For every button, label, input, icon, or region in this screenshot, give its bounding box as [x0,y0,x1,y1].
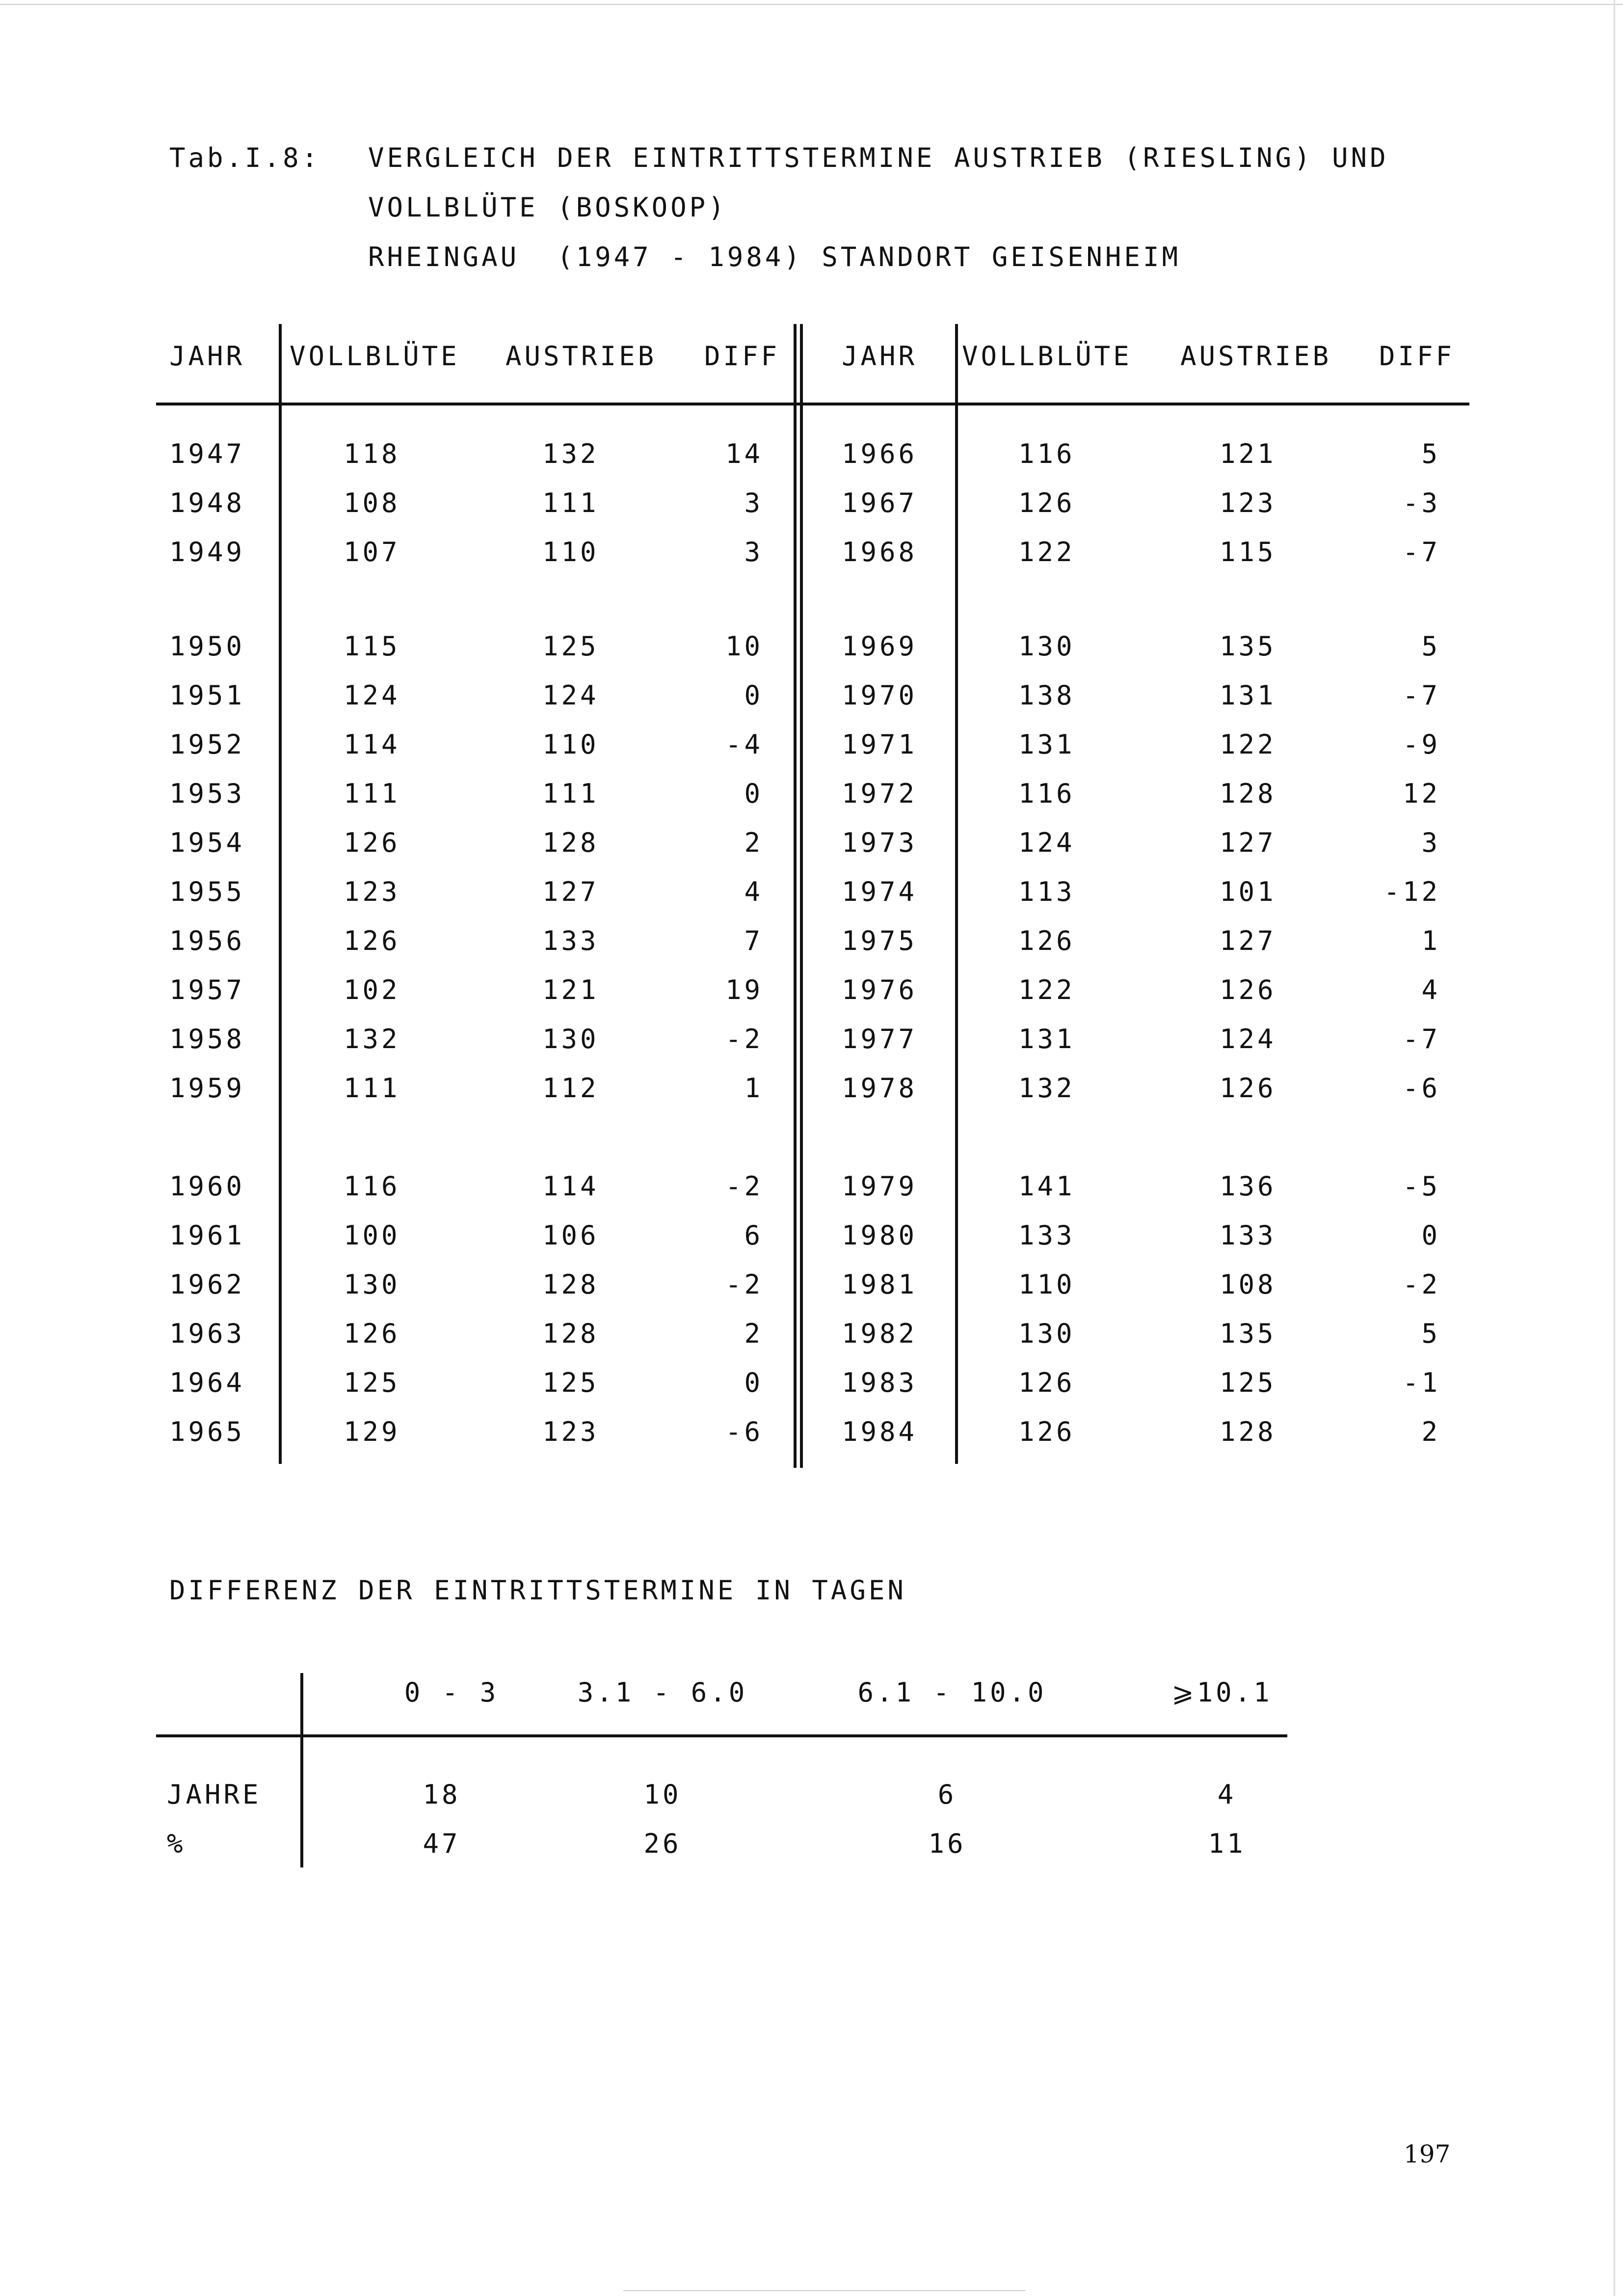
summary-header-rule [156,1734,1287,1737]
cell-austrieb: 111 [542,487,599,518]
cell-diff: 5 [1421,1318,1440,1349]
cell-vollbluete: 124 [344,680,400,711]
cell-jahr: 1954 [169,827,245,858]
cell-austrieb: 121 [1220,438,1277,469]
cell-diff: 4 [1421,974,1440,1005]
cell-diff: -6 [1402,1073,1440,1104]
cell-austrieb: 124 [1220,1024,1277,1054]
cell-austrieb: 135 [1220,1318,1277,1349]
cell-jahr: 1966 [842,438,918,469]
summary-header-range-4: ⩾10.1 [1171,1677,1273,1708]
cell-vollbluete: 126 [1018,487,1075,518]
cell-jahr: 1984 [842,1416,918,1447]
cell-diff: -7 [1402,1024,1440,1054]
cell-diff: -4 [725,729,763,760]
cell-jahr: 1978 [842,1073,918,1104]
cell-vollbluete: 130 [1018,1318,1075,1349]
cell-jahr: 1964 [169,1367,245,1398]
cell-jahr: 1960 [169,1171,245,1202]
cell-jahr: 1970 [842,680,918,711]
cell-austrieb: 135 [1220,631,1277,662]
cell-diff: 10 [725,631,763,662]
summary-cell: 18 [423,1779,461,1810]
cell-vollbluete: 133 [1018,1220,1075,1251]
cell-diff: -5 [1402,1171,1440,1202]
cell-vollbluete: 125 [344,1367,400,1398]
caption-line-1: VERGLEICH DER EINTRITTSTERMINE AUSTRIEB (RIESLING) UND [368,142,1389,173]
column-divider-left-jahr [279,324,282,1464]
cell-vollbluete: 111 [344,778,400,809]
cell-vollbluete: 111 [344,1073,400,1104]
cell-jahr: 1949 [169,537,245,567]
cell-jahr: 1967 [842,487,918,518]
cell-austrieb: 127 [1220,827,1277,858]
cell-diff: 7 [744,925,763,956]
header-diff-right: DIFF [1379,341,1455,372]
cell-diff: 5 [1421,438,1440,469]
summary-title: DIFFERENZ DER EINTRITTSTERMINE IN TAGEN [169,1575,906,1606]
cell-vollbluete: 126 [1018,1367,1075,1398]
cell-diff: -7 [1402,680,1440,711]
cell-diff: 0 [744,680,763,711]
scan-edge-top [0,4,1623,5]
cell-vollbluete: 126 [1018,925,1075,956]
summary-label-divider [300,1673,303,1867]
header-vollbluete-left: VOLLBLÜTE [290,341,460,372]
double-divider-a [794,324,797,1468]
header-austrieb-right: AUSTRIEB [1180,341,1332,372]
cell-austrieb: 126 [1220,1073,1277,1104]
cell-diff: 0 [744,778,763,809]
cell-diff: 14 [725,438,763,469]
cell-jahr: 1976 [842,974,918,1005]
summary-cell: 16 [928,1828,966,1859]
cell-austrieb: 122 [1220,729,1277,760]
cell-austrieb: 111 [542,778,599,809]
cell-austrieb: 124 [542,680,599,711]
header-vollbluete-right: VOLLBLÜTE [962,341,1132,372]
cell-austrieb: 110 [542,729,599,760]
cell-vollbluete: 124 [1018,827,1075,858]
cell-austrieb: 128 [1220,1416,1277,1447]
cell-austrieb: 126 [1220,974,1277,1005]
cell-vollbluete: 141 [1018,1171,1075,1202]
cell-austrieb: 121 [542,974,599,1005]
cell-austrieb: 128 [542,827,599,858]
cell-austrieb: 127 [1220,925,1277,956]
page-number: 197 [1404,2140,1451,2168]
cell-vollbluete: 100 [344,1220,400,1251]
cell-vollbluete: 115 [344,631,400,662]
cell-austrieb: 115 [1220,537,1277,567]
summary-cell: 6 [937,1779,957,1810]
cell-austrieb: 136 [1220,1171,1277,1202]
cell-austrieb: 101 [1220,876,1277,907]
cell-vollbluete: 132 [344,1024,400,1054]
summary-cell: 10 [643,1779,682,1810]
summary-cell: 11 [1208,1828,1246,1859]
cell-jahr: 1981 [842,1269,918,1300]
caption-line-2: VOLLBLÜTE (BOSKOOP) [368,192,727,223]
cell-austrieb: 132 [542,438,599,469]
cell-jahr: 1956 [169,925,245,956]
cell-jahr: 1975 [842,925,918,956]
cell-austrieb: 128 [542,1318,599,1349]
cell-jahr: 1948 [169,487,245,518]
cell-vollbluete: 116 [1018,778,1075,809]
cell-jahr: 1982 [842,1318,918,1349]
cell-diff: 0 [1421,1220,1440,1251]
cell-jahr: 1957 [169,974,245,1005]
cell-diff: -6 [725,1416,763,1447]
cell-jahr: 1974 [842,876,918,907]
table-label: Tab.I.8: [169,142,321,173]
cell-vollbluete: 131 [1018,1024,1075,1054]
cell-jahr: 1951 [169,680,245,711]
cell-jahr: 1965 [169,1416,245,1447]
cell-vollbluete: 130 [1018,631,1075,662]
cell-diff: 19 [725,974,763,1005]
cell-vollbluete: 118 [344,438,400,469]
cell-jahr: 1980 [842,1220,918,1251]
cell-austrieb: 133 [542,925,599,956]
scan-edge-bottom [623,2290,1026,2291]
cell-vollbluete: 123 [344,876,400,907]
cell-vollbluete: 113 [1018,876,1075,907]
cell-vollbluete: 114 [344,729,400,760]
header-jahr-left: JAHR [169,341,245,372]
cell-vollbluete: 126 [344,827,400,858]
summary-row-label-percent: % [167,1828,186,1859]
cell-vollbluete: 102 [344,974,400,1005]
cell-vollbluete: 126 [344,1318,400,1349]
cell-austrieb: 106 [542,1220,599,1251]
cell-diff: 2 [744,827,763,858]
summary-header-range-2: 3.1 - 6.0 [577,1677,748,1708]
cell-vollbluete: 108 [344,487,400,518]
cell-austrieb: 114 [542,1171,599,1202]
cell-diff: -2 [1402,1269,1440,1300]
summary-header-range-3: 6.1 - 10.0 [857,1677,1047,1708]
cell-vollbluete: 132 [1018,1073,1075,1104]
cell-diff: 2 [744,1318,763,1349]
cell-jahr: 1983 [842,1367,918,1398]
cell-diff: -3 [1402,487,1440,518]
header-jahr-right: JAHR [842,341,918,372]
cell-diff: -9 [1402,729,1440,760]
cell-austrieb: 131 [1220,680,1277,711]
cell-austrieb: 130 [542,1024,599,1054]
cell-austrieb: 127 [542,876,599,907]
cell-diff: 3 [1421,827,1440,858]
cell-jahr: 1963 [169,1318,245,1349]
cell-austrieb: 128 [542,1269,599,1300]
cell-diff: -2 [725,1269,763,1300]
cell-diff: 6 [744,1220,763,1251]
cell-vollbluete: 110 [1018,1269,1075,1300]
cell-diff: -12 [1384,876,1440,907]
cell-jahr: 1955 [169,876,245,907]
cell-vollbluete: 116 [1018,438,1075,469]
cell-austrieb: 125 [542,1367,599,1398]
header-rule [156,403,1469,405]
cell-jahr: 1979 [842,1171,918,1202]
cell-austrieb: 125 [1220,1367,1277,1398]
cell-diff: 3 [744,487,763,518]
cell-vollbluete: 122 [1018,537,1075,567]
cell-vollbluete: 116 [344,1171,400,1202]
cell-diff: 1 [1421,925,1440,956]
cell-austrieb: 133 [1220,1220,1277,1251]
cell-diff: 5 [1421,631,1440,662]
cell-vollbluete: 138 [1018,680,1075,711]
summary-row-label-jahre: JAHRE [167,1779,262,1810]
cell-jahr: 1953 [169,778,245,809]
cell-jahr: 1950 [169,631,245,662]
scan-edge-right [1614,0,1615,2296]
cell-austrieb: 128 [1220,778,1277,809]
cell-diff: 1 [744,1073,763,1104]
cell-diff: 3 [744,537,763,567]
cell-jahr: 1972 [842,778,918,809]
cell-jahr: 1961 [169,1220,245,1251]
cell-jahr: 1973 [842,827,918,858]
cell-austrieb: 123 [1220,487,1277,518]
cell-diff: 2 [1421,1416,1440,1447]
header-diff-left: DIFF [704,341,780,372]
cell-jahr: 1968 [842,537,918,567]
cell-jahr: 1958 [169,1024,245,1054]
summary-header-range-1: 0 - 3 [404,1677,499,1708]
cell-diff: -1 [1402,1367,1440,1398]
cell-diff: -2 [725,1024,763,1054]
cell-vollbluete: 131 [1018,729,1075,760]
cell-vollbluete: 126 [1018,1416,1075,1447]
cell-austrieb: 112 [542,1073,599,1104]
cell-jahr: 1962 [169,1269,245,1300]
cell-diff: -7 [1402,537,1440,567]
cell-diff: -2 [725,1171,763,1202]
cell-austrieb: 108 [1220,1269,1277,1300]
cell-diff: 12 [1402,778,1440,809]
double-divider-b [800,324,803,1468]
summary-cell: 47 [423,1828,461,1859]
cell-vollbluete: 107 [344,537,400,567]
cell-jahr: 1959 [169,1073,245,1104]
cell-vollbluete: 126 [344,925,400,956]
column-divider-right-jahr [955,324,958,1464]
cell-jahr: 1952 [169,729,245,760]
cell-vollbluete: 130 [344,1269,400,1300]
cell-jahr: 1947 [169,438,245,469]
cell-diff: 4 [744,876,763,907]
summary-cell: 4 [1217,1779,1237,1810]
cell-vollbluete: 122 [1018,974,1075,1005]
cell-diff: 0 [744,1367,763,1398]
cell-austrieb: 125 [542,631,599,662]
header-austrieb-left: AUSTRIEB [506,341,657,372]
cell-jahr: 1969 [842,631,918,662]
caption-line-3: RHEINGAU (1947 - 1984) STANDORT GEISENHEIM [368,242,1181,272]
cell-jahr: 1977 [842,1024,918,1054]
cell-jahr: 1971 [842,729,918,760]
cell-austrieb: 110 [542,537,599,567]
cell-vollbluete: 129 [344,1416,400,1447]
cell-austrieb: 123 [542,1416,599,1447]
summary-cell: 26 [643,1828,682,1859]
